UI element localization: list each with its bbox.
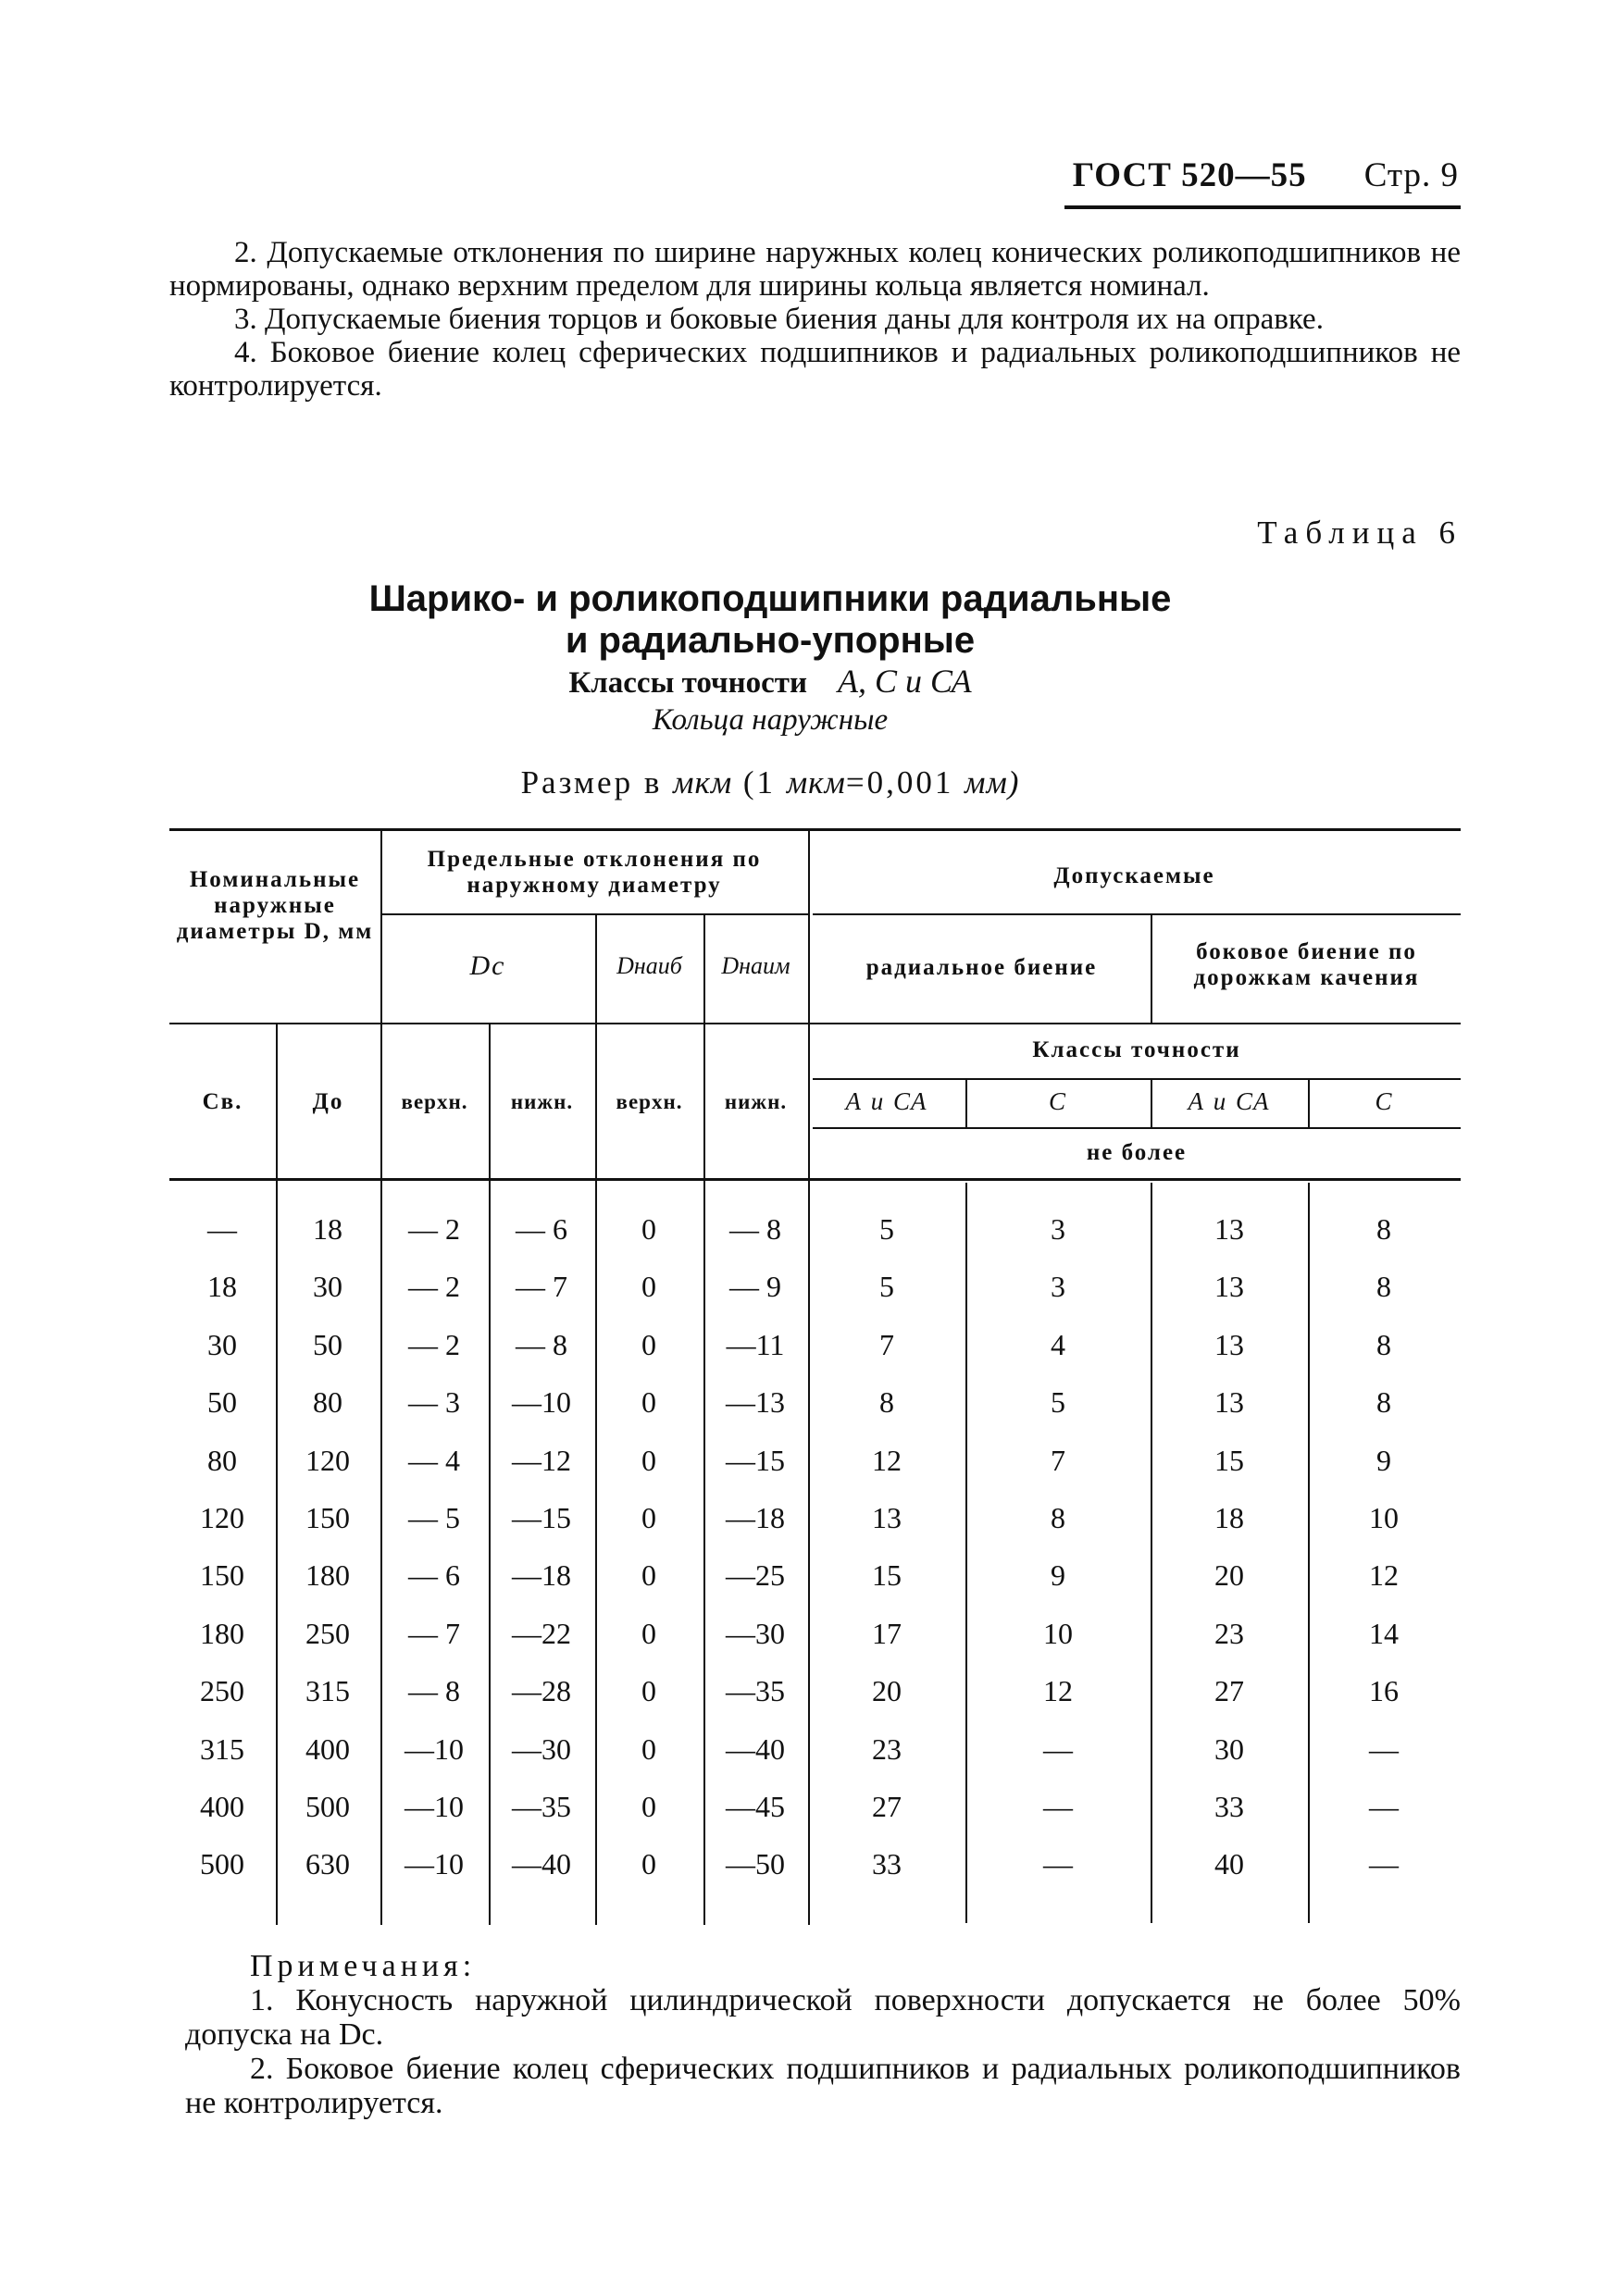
table-cell: 13 [872, 1501, 902, 1534]
table-cell: — [1369, 1731, 1399, 1766]
table-cell: 630 [305, 1847, 350, 1881]
header-classes: Классы точности [1032, 1037, 1241, 1062]
table-cell: —25 [726, 1558, 785, 1593]
table-cell: 16 [1369, 1674, 1399, 1708]
table-cell: 5 [879, 1270, 894, 1304]
vline-col-aca2 [1151, 1183, 1152, 1923]
table-cell: 18 [313, 1212, 342, 1246]
table-cell: —40 [726, 1731, 785, 1766]
table-cell: 0 [641, 1443, 656, 1477]
table-cell: 13 [1214, 1327, 1244, 1361]
table-cell: 18 [1214, 1501, 1244, 1534]
table-cell: — [1043, 1790, 1073, 1823]
rule-cls-under [813, 1127, 1461, 1129]
table-cell: 0 [641, 1385, 656, 1420]
table-cell: 0 [641, 1847, 656, 1881]
table-cell: —40 [512, 1847, 571, 1881]
vline-dc-split [489, 1024, 491, 1925]
table-cell: —30 [512, 1731, 571, 1766]
header-lower-dc: нижн. [510, 1090, 574, 1113]
table-cell: 50 [207, 1385, 237, 1420]
table-cell: 23 [872, 1731, 902, 1766]
table-cell: 8 [1376, 1212, 1391, 1246]
table-cell: —11 [726, 1327, 785, 1361]
table-cell: — 3 [408, 1385, 460, 1420]
classes-prefix: Классы точности [568, 666, 808, 700]
table-cell: 15 [872, 1558, 902, 1593]
table-cell: 12 [1369, 1558, 1399, 1593]
units-note-open: (1 [742, 764, 777, 800]
table-cell: — 2 [408, 1212, 460, 1246]
table-cell: — 6 [516, 1212, 567, 1246]
table-cell: — 9 [729, 1270, 781, 1304]
table-cell: —28 [512, 1674, 571, 1708]
table-cell: — [207, 1212, 237, 1246]
note-4: 4. Боковое биение колец сферических подшипников и радиальных роликоподшипников не контролируется. [169, 336, 1461, 403]
vline-1 [380, 828, 382, 1925]
table-cell: —50 [726, 1847, 785, 1881]
table-cell: —15 [512, 1501, 571, 1534]
table-cell: 150 [200, 1558, 244, 1593]
vline-dmin [703, 913, 705, 1925]
table-cell: —10 [512, 1385, 571, 1420]
table-cell: 27 [872, 1790, 902, 1823]
header-limits: Предельные отклонения по наружному диаметру [427, 847, 762, 898]
table-cell: 17 [872, 1616, 902, 1650]
table-cell: — 7 [408, 1616, 460, 1650]
header-dmax: Dнаиб [616, 952, 682, 979]
classes-value: А, С и СА [838, 663, 972, 700]
table-cell: 9 [1051, 1558, 1065, 1593]
table-cell: 3 [1051, 1270, 1065, 1304]
table-cell: 20 [1214, 1558, 1244, 1593]
header-upper-dc: верхн. [401, 1090, 468, 1113]
table-cell: 33 [872, 1847, 902, 1881]
table-cell: 250 [305, 1616, 350, 1650]
table-cell: 33 [1214, 1790, 1244, 1823]
vline-col-c2 [1308, 1183, 1310, 1923]
table-label: Таблица 6 [1257, 515, 1462, 551]
table-cell: 0 [641, 1790, 656, 1823]
table-cell: —18 [512, 1558, 571, 1593]
table-cell: — 4 [408, 1443, 460, 1477]
table-cell: 18 [207, 1270, 237, 1304]
units-unit: мкм [673, 764, 733, 800]
rule-header-mid [169, 1023, 1461, 1024]
table-cell: — 8 [408, 1674, 460, 1708]
table-cell: 15 [1214, 1443, 1244, 1477]
table-cell: 180 [200, 1616, 244, 1650]
header-class-c-lateral: С [1375, 1087, 1394, 1115]
table-cell: 12 [1043, 1674, 1073, 1708]
table-cell: 13 [1214, 1270, 1244, 1304]
table-cell: —12 [512, 1443, 571, 1477]
header-class-c-radial: С [1048, 1087, 1067, 1115]
header-class-aca-radial: А и СА [845, 1087, 928, 1115]
table-cell: 10 [1043, 1616, 1073, 1650]
table-cell: 8 [1376, 1270, 1391, 1304]
note-bottom-2: 2. Боковое биение колец сферических подшипников и радиальных роликоподшипников не контролируется. [185, 2052, 1461, 2120]
table-cell: — [1043, 1731, 1073, 1766]
accuracy-classes [0, 662, 1579, 701]
table-cell: 120 [305, 1443, 350, 1477]
table-cell: 3 [1051, 1212, 1065, 1246]
vline-col-c1 [965, 1183, 967, 1923]
vline-allowed [808, 828, 810, 1925]
units-note-mm: мм) [965, 764, 1020, 800]
table-cell: 0 [641, 1558, 656, 1593]
header-to: До [312, 1089, 344, 1114]
table-cell: — 7 [516, 1270, 567, 1304]
table-cell: — [1369, 1790, 1399, 1823]
table-cell: 5 [879, 1212, 894, 1246]
header-rule [1064, 205, 1461, 209]
table-cell: 0 [641, 1731, 656, 1766]
vline-dmax [595, 913, 597, 1925]
table-cell: — 8 [516, 1327, 567, 1361]
table-cell: —18 [726, 1501, 785, 1534]
table-cell: 30 [313, 1270, 342, 1304]
table-cell: 120 [200, 1501, 244, 1534]
table-cell: 13 [1214, 1212, 1244, 1246]
table-cell: — [1369, 1847, 1399, 1881]
table-cell: —10 [404, 1790, 464, 1823]
table-cell: —45 [726, 1790, 785, 1823]
table-cell: 12 [872, 1443, 902, 1477]
table-cell: 27 [1214, 1674, 1244, 1708]
table-cell: —35 [512, 1790, 571, 1823]
units-line [0, 764, 1579, 801]
table-cell: 0 [641, 1270, 656, 1304]
table-cell: 30 [207, 1327, 237, 1361]
note-2: 2. Допускаемые отклонения по ширине наружных колец конических роликоподшипников не нормированы, однако верхним пределом для ширины кольца является номинал. [169, 236, 1461, 303]
header-class-aca-lateral: А и СА [1188, 1087, 1271, 1115]
table-cell: 0 [641, 1616, 656, 1650]
table-cell: 8 [1376, 1385, 1391, 1420]
table-cell: 80 [313, 1385, 342, 1420]
table-cell: 0 [641, 1212, 656, 1246]
table-cell: — 5 [408, 1501, 460, 1534]
notes-heading: Примечания: [250, 1949, 477, 1983]
table-cell: — [1043, 1847, 1073, 1881]
table-cell: 13 [1214, 1385, 1244, 1420]
header-radial: радиальное биение [865, 955, 1098, 980]
table-cell: 8 [1051, 1501, 1065, 1534]
table-cell: 0 [641, 1674, 656, 1708]
table-cell: 250 [200, 1674, 244, 1708]
vline-nominal-split [276, 1024, 278, 1925]
table-cell: —35 [726, 1674, 785, 1708]
table-cell: —13 [726, 1385, 785, 1420]
header-allowed: Допускаемые [1053, 863, 1215, 888]
table-cell: 400 [200, 1790, 244, 1823]
table-cell: —10 [404, 1847, 464, 1881]
table-cell: 40 [1214, 1847, 1244, 1881]
header-not-more: не более [1086, 1140, 1188, 1165]
table-cell: 50 [313, 1327, 342, 1361]
rule-classes-under [813, 1078, 1461, 1080]
table-cell: 7 [879, 1327, 894, 1361]
table-cell: 10 [1369, 1501, 1399, 1534]
table-cell: 80 [207, 1443, 237, 1477]
note-bottom-1: 1. Конусность наружной цилиндрической поверхности допускается не более 50% допуска на Dc. [185, 1983, 1461, 2052]
header-dmin: Dнаим [721, 952, 790, 979]
table-cell: 20 [872, 1674, 902, 1708]
table-cell: 315 [305, 1674, 350, 1708]
table-cell: 500 [305, 1790, 350, 1823]
table-cell: 30 [1214, 1731, 1244, 1766]
table-title-line2: и радиально-упорные [565, 620, 976, 661]
table-cell: 0 [641, 1327, 656, 1361]
rule-allowed-under [813, 913, 1461, 915]
table-cell: 0 [641, 1501, 656, 1534]
table-cell: —22 [512, 1616, 571, 1650]
page-number: Стр. 9 [1363, 156, 1459, 194]
table-cell: 23 [1214, 1616, 1244, 1650]
units-note-unit: мкм [786, 764, 846, 800]
table-cell: 400 [305, 1731, 350, 1766]
table-cell: 8 [1376, 1327, 1391, 1361]
standard-number: ГОСТ 520—55 [1072, 156, 1307, 194]
table-cell: 9 [1376, 1443, 1391, 1477]
table-top-rule [169, 828, 1461, 831]
table-cell: — 6 [408, 1558, 460, 1593]
header-lateral: боковое биение по дорожкам качения [1193, 939, 1420, 990]
tolerance-table [169, 828, 1461, 1934]
rule-header-bottom [169, 1178, 1461, 1181]
units-note-eq: =0,001 [845, 764, 954, 800]
table-cell: 8 [879, 1385, 894, 1420]
units-prefix: Размер в [520, 764, 663, 800]
page-header [1073, 155, 1459, 195]
table-cell: — 2 [408, 1270, 460, 1304]
rule-limits-under [380, 913, 808, 915]
table-cell: —10 [404, 1731, 464, 1766]
table-cell: 7 [1051, 1443, 1065, 1477]
table-cell: — 2 [408, 1327, 460, 1361]
header-upper-dmax: верхн. [616, 1090, 683, 1113]
header-dc: Dc [469, 950, 506, 981]
header-lower-dmin: нижн. [724, 1090, 788, 1113]
table-cell: 5 [1051, 1385, 1065, 1420]
table-subtitle: Кольца наружные [652, 703, 889, 737]
table-cell: — 8 [729, 1212, 781, 1246]
table-cell: 14 [1369, 1616, 1399, 1650]
table-cell: 500 [200, 1847, 244, 1881]
header-over: Св. [202, 1089, 243, 1114]
table-cell: —30 [726, 1616, 785, 1650]
table-cell: 150 [305, 1501, 350, 1534]
table-cell: 315 [200, 1731, 244, 1766]
header-nominal: Номинальные наружные диаметры D, мм [176, 867, 374, 944]
table-title-line1: Шарико- и роликоподшипники радиальные [368, 578, 1172, 619]
note-3: 3. Допускаемые биения торцов и боковые биения даны для контроля их на оправке. [234, 303, 1324, 336]
notes-bottom [185, 1949, 1461, 2120]
table-cell: —15 [726, 1443, 785, 1477]
notes-top [169, 236, 1461, 403]
table-cell: 4 [1051, 1327, 1065, 1361]
table-cell: 180 [305, 1558, 350, 1593]
